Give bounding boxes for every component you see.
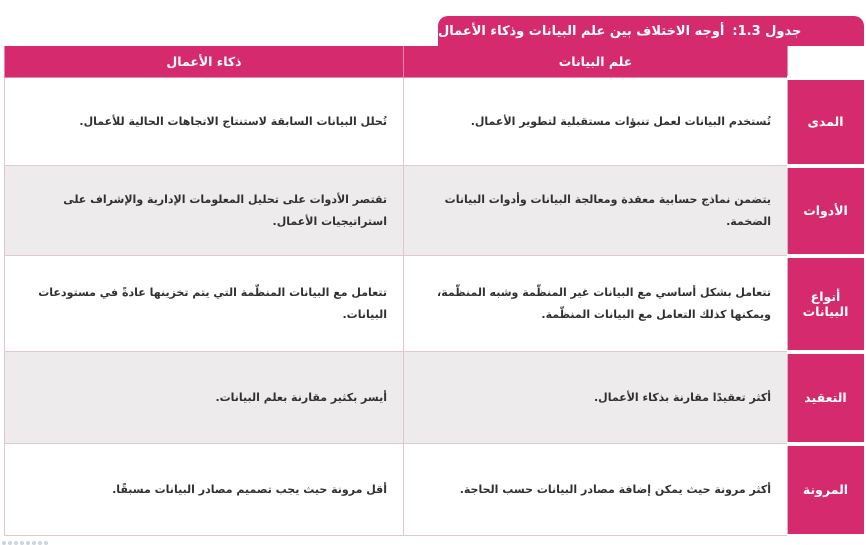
- cell-flexibility-business-intelligence: أقل مرونة حيث يجب تصميم مصادر البيانات مسبقًا.: [5, 444, 404, 536]
- cell-complexity-business-intelligence: أيسر بكثير مقارنة بعلم البيانات.: [5, 352, 404, 444]
- table-header-row: [5, 46, 864, 78]
- table-row-data-types: [5, 256, 864, 352]
- row-header-data-types: أنواع البيانات: [788, 256, 864, 352]
- cell-data-types-data-science: تتعامل بشكل أساسي مع البيانات غير المنظّمة وشبه المنظّمة، ويمكنها كذلك التعامل مع البيانات المنظّمة.: [404, 256, 788, 352]
- column-header-data-science: علم البيانات: [404, 46, 788, 78]
- table-row-flexibility: [5, 444, 864, 536]
- table-corner: [788, 46, 864, 78]
- cell-scope-business-intelligence: تُحلل البيانات السابقة لاستنتاج الاتجاهات الحالية للأعمال.: [5, 78, 404, 166]
- row-header-complexity: التعقيد: [788, 352, 864, 444]
- table-row-tools: [5, 166, 864, 256]
- table-row-scope: [5, 78, 864, 166]
- cell-complexity-data-science: أكثر تعقيدًا مقارنة بذكاء الأعمال.: [404, 352, 788, 444]
- row-header-scope: المدى: [788, 78, 864, 166]
- comparison-table: [4, 46, 864, 538]
- table-caption-title: أوجه الاختلاف بين علم البيانات وذكاء الأعمال: [438, 23, 725, 39]
- row-header-tools: الأدوات: [788, 166, 864, 256]
- row-header-flexibility: المرونة: [788, 444, 864, 536]
- table-caption-label: جدول 1.3:: [732, 23, 802, 39]
- cell-tools-business-intelligence: تقتصر الأدوات على تحليل المعلومات الإدارية والإشراف على استراتيجيات الأعمال.: [5, 166, 404, 256]
- table-caption: [438, 16, 864, 46]
- cell-data-types-business-intelligence: تتعامل مع البيانات المنظّمة التي يتم تخزينها عادةً في مستودعات البيانات.: [5, 256, 404, 352]
- cell-scope-data-science: تُستخدم البيانات لعمل تنبؤات مستقبلية لتطوير الأعمال.: [404, 78, 788, 166]
- cell-flexibility-data-science: أكثر مرونة حيث يمكن إضافة مصادر البيانات حسب الحاجة.: [404, 444, 788, 536]
- table-row-complexity: [5, 352, 864, 444]
- watermark-dots-icon: [2, 541, 48, 545]
- column-header-business-intelligence: ذكاء الأعمال: [5, 46, 404, 78]
- cell-tools-data-science: يتضمن نماذج حسابية معقدة ومعالجة البيانات وأدوات البيانات الضخمة.: [404, 166, 788, 256]
